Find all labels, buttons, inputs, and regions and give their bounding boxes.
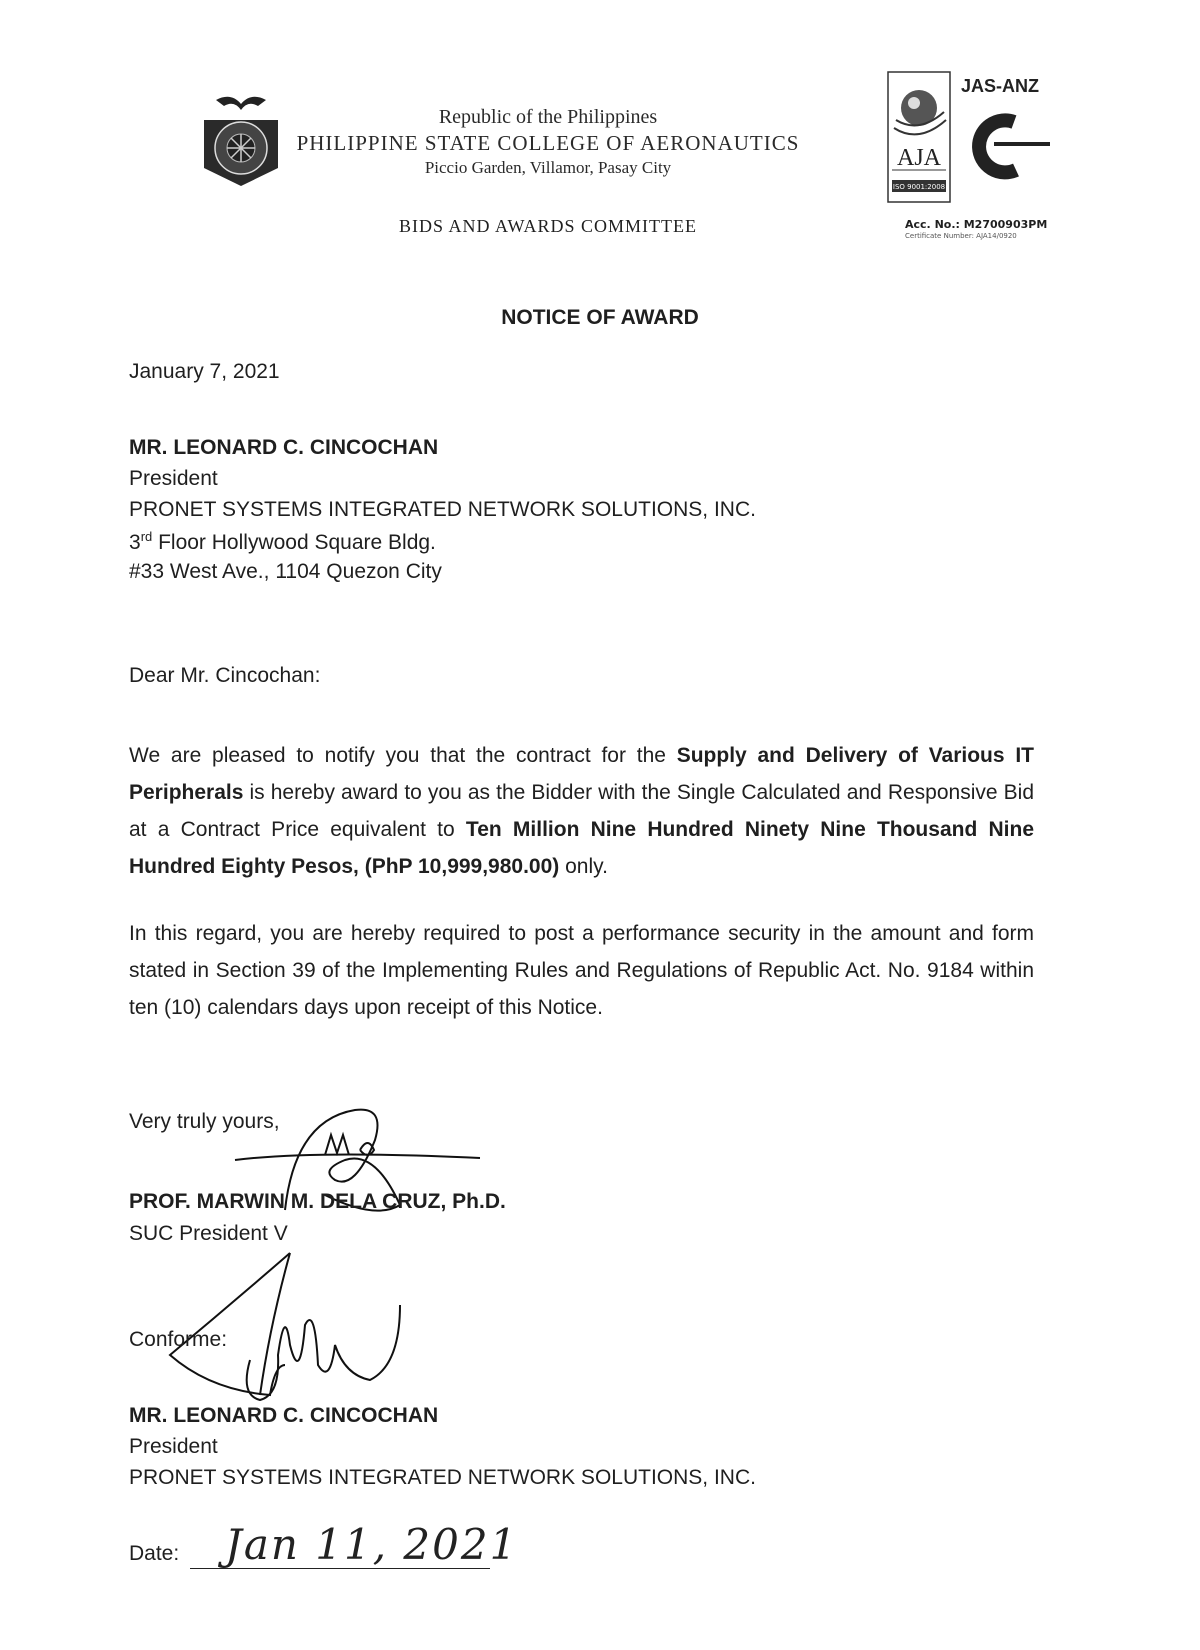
p1-text-c: is hereby award to you as the Bidder with the Single Calculated and Responsive Bid at a Contract Price equivalent to — [129, 781, 1034, 841]
salutation: Dear Mr. Cincochan: — [129, 664, 321, 687]
certificate-number: Certificate Number: AJA14/0920 — [905, 232, 1017, 240]
college-seal-logo — [196, 90, 286, 190]
address-line1-rest: Floor Hollywood Square Bldg. — [152, 531, 436, 554]
date-label: Date: — [129, 1542, 180, 1565]
conforme-position: President — [129, 1435, 218, 1458]
committee-name: BIDS AND AWARDS COMMITTEE — [398, 216, 698, 236]
iso-standard-text: ISO 9001:2008 — [892, 183, 946, 191]
recipient-address-line2: #33 West Ave., 1104 Quezon City — [129, 560, 442, 583]
letterhead — [280, 105, 816, 180]
body-paragraph-2: In this regard, you are hereby required to post a performance security in the amount and form stated in Section 39 of the Implementing Rules and Regulations of Republic Act. No. 9184 within ten (10) calendars days upon receipt of this Notice. — [129, 922, 1034, 1019]
aja-text: AJA — [896, 145, 942, 171]
floor-number: 3 — [129, 531, 141, 554]
p1-text-e: only. — [559, 855, 608, 878]
floor-suffix: rd — [140, 529, 153, 544]
conforme-label: Conforme: — [129, 1328, 228, 1351]
p1-contract-price: Ten Million Nine Hundred Ninety Nine Thousand Nine Hundred Eighty Pesos, (PhP 10,999,980.00) — [129, 818, 1034, 878]
accreditation-number: Acc. No.: M2700903PM — [905, 218, 1048, 231]
recipient-company: PRONET SYSTEMS INTEGRATED NETWORK SOLUTIONS, INC. — [129, 498, 756, 521]
document-title: NOTICE OF AWARD — [501, 306, 699, 329]
signature-president — [225, 1100, 505, 1240]
p1-project-name: Supply and Delivery of Various IT Peripherals — [129, 744, 1034, 804]
signatory-name: PROF. MARWIN M. DELA CRUZ, Ph.D. — [129, 1190, 506, 1213]
college-address: Piccio Garden, Villamor, Pasay City — [424, 158, 672, 177]
conforme-company: PRONET SYSTEMS INTEGRATED NETWORK SOLUTIONS, INC. — [129, 1466, 756, 1489]
handwritten-date: Jan 11, 2021 — [225, 1520, 519, 1569]
republic-line: Republic of the Philippines — [438, 106, 658, 128]
recipient-name: MR. LEONARD C. CINCOCHAN — [129, 436, 439, 459]
body-paragraph-1 — [129, 737, 1034, 885]
closing: Very truly yours, — [129, 1110, 280, 1133]
letter-date: January 7, 2021 — [129, 360, 280, 383]
date-underline — [190, 1568, 490, 1569]
recipient-position: President — [129, 467, 218, 490]
college-name: PHILIPPINE STATE COLLEGE OF AERONAUTICS — [296, 131, 800, 155]
recipient-address-line1 — [129, 529, 436, 555]
p1-text-a: We are pleased to notify you that the contract for the — [129, 744, 677, 767]
jas-anz-text: JAS-ANZ — [960, 76, 1040, 96]
conforme-name: MR. LEONARD C. CINCOCHAN — [129, 1404, 439, 1427]
signatory-position: SUC President V — [129, 1222, 288, 1245]
